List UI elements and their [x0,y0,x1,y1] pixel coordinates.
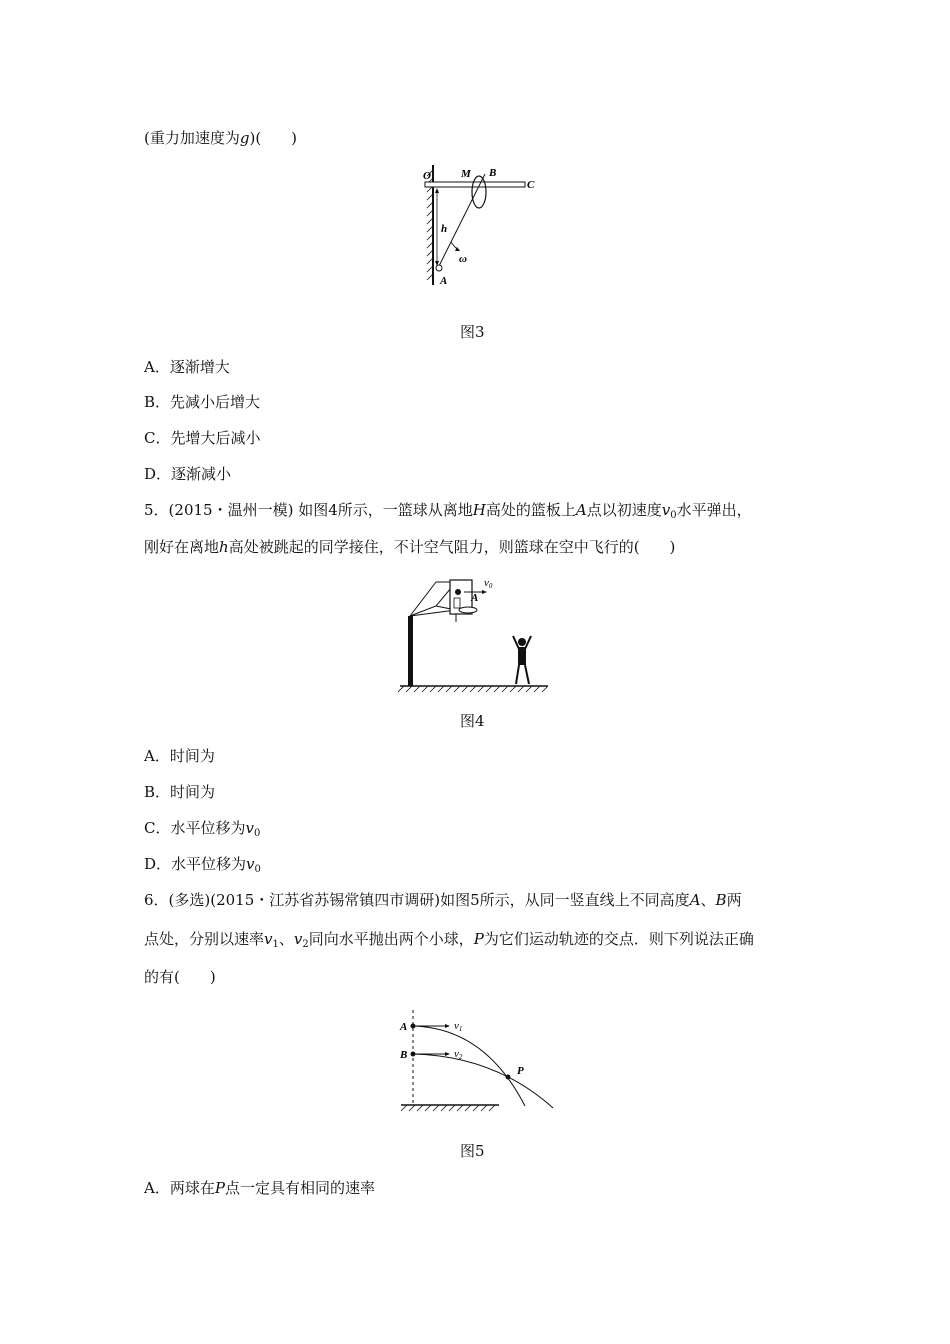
option-letter: D． [144,465,172,483]
q6-stem-line3: 的有( ) [144,968,216,986]
q4-option-c [144,428,261,448]
q6-stem-line1 [144,890,742,910]
q5-option-a [144,746,215,766]
var-g: g [239,129,250,147]
figure-3 [415,160,540,290]
label-A: A [400,1021,408,1033]
label-A: A [471,592,479,604]
subscript: 1 [272,939,279,950]
q5-option-d [144,854,261,880]
label-B: B [400,1049,408,1061]
option-letter: B． [144,393,171,411]
label-A: A [440,275,448,287]
label-C: C [527,179,535,191]
text: 高处被跳起的同学接住，不计空气阻力，则篮球在空中飞行的( ) [228,538,676,556]
text: 5．(2015・温州一模) 如图4所示，一篮球从离地 [144,501,473,519]
text: 为它们运动轨迹的交点．则下列说法正确 [483,930,754,948]
label-v: v [454,1020,459,1032]
option-letter: A． [144,747,170,765]
option-text: 时间为 [170,783,216,801]
label-v-subscript: 2 [458,1053,463,1061]
text: 点以初速度 [586,501,662,519]
figure-5 [395,1008,560,1118]
q4-option-d [144,464,231,484]
text: 、 [700,891,716,909]
q6-option-a [144,1178,375,1198]
subscript: 0 [670,510,677,521]
option-text: 时间为 [169,747,215,765]
var-h: h [219,538,229,556]
option-letter: A． [144,358,170,376]
var-H: H [472,501,486,519]
label-v1 [454,1020,462,1033]
text: 刚好在离地 [144,538,220,556]
var-B: B [715,891,727,909]
text: 6．(多选)(2015・江苏省苏锡常镇四市调研)如图5所示，从同一竖直线上不同高度 [144,891,690,909]
label-v: v [454,1048,459,1060]
q4-option-b [144,392,260,412]
var-A: A [575,501,587,519]
q5-stem-line1 [144,500,752,526]
option-text: 水平位移为 [170,819,246,837]
subscript: 0 [254,864,261,875]
q5-option-c [144,818,260,844]
option-text: 先减小后增大 [170,393,261,411]
figure-4-caption: 图4 [460,712,485,730]
text: (重力加速度为 [144,129,240,147]
option-letter: C． [144,819,171,837]
var-A: A [689,891,701,909]
var-P: P [214,1179,225,1197]
option-text: 逐渐减小 [171,465,232,483]
var-v: v [661,501,671,519]
option-text: 两球在 [169,1179,215,1197]
option-text: 先增大后减小 [170,429,261,447]
label-v-subscript: 1 [458,1025,463,1033]
option-letter: D． [144,855,172,873]
text: 同向水平抛出两个小球， [308,930,474,948]
label-M: M [461,168,471,180]
text: 高处的篮板上 [485,501,576,519]
subscript: 2 [302,939,309,950]
text: 、 [278,930,294,948]
q4-option-a [144,357,230,377]
var-P: P [473,930,484,948]
option-text: 点一定具有相同的速率 [224,1179,375,1197]
option-letter: A． [144,1179,170,1197]
var-v: v [246,855,255,873]
label-P: P [517,1065,524,1077]
option-letter: B． [144,783,171,801]
figure-4 [398,572,558,694]
label-v-subscript: 0 [488,582,493,590]
var-v: v [293,930,303,948]
text: 两 [726,891,742,909]
q5-stem-line2 [144,537,675,557]
option-text: 水平位移为 [171,855,247,873]
label-B: B [489,167,497,179]
label-v2 [454,1048,463,1061]
label-v0 [484,577,493,590]
label-omega: ω [459,253,467,265]
figure-3-caption: 图3 [460,323,485,341]
subscript: 0 [253,828,261,839]
option-text: 逐渐增大 [169,358,230,376]
label-O: O [423,170,431,182]
option-letter: C． [144,429,171,447]
text: )( ) [249,129,298,147]
q6-stem-line2 [144,929,754,955]
q5-option-b [144,782,215,802]
text: 水平弹出， [676,501,752,519]
label-h: h [441,223,448,235]
var-v: v [245,819,254,837]
label-v: v [484,577,489,589]
figure-5-caption: 图5 [460,1142,485,1160]
question-continuation [144,128,297,148]
text: 点处，分别以速率 [144,930,265,948]
var-v: v [264,930,273,948]
